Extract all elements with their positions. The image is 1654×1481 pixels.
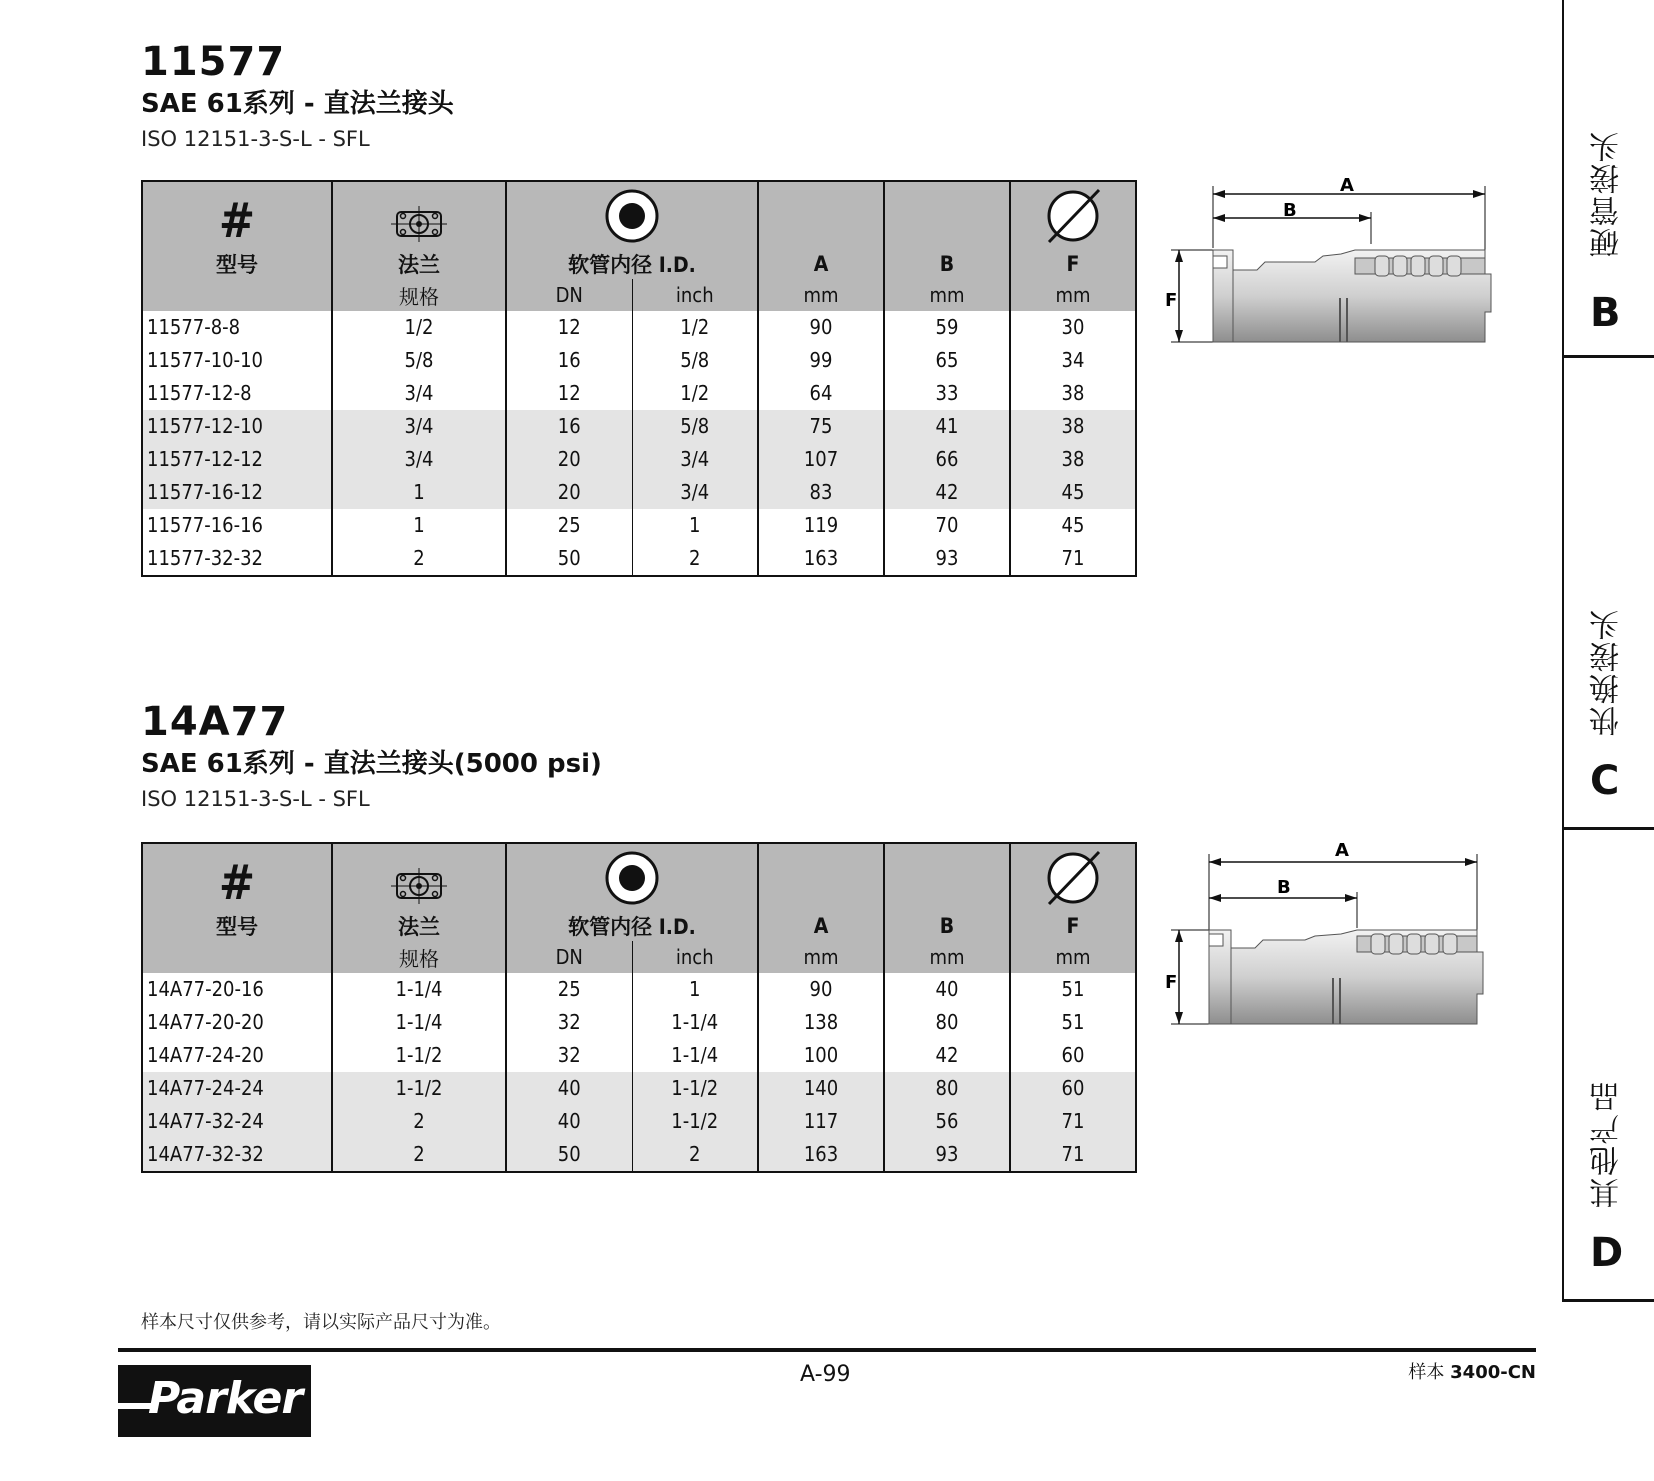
a-dimension-cell: 64 <box>758 377 884 410</box>
part-number-cell: 11577-8-8 <box>147 315 241 339</box>
part-number-cell: 14A77-24-24 <box>142 1072 332 1105</box>
side-tab-other-products[interactable]: 其他产品 D <box>1562 830 1654 1302</box>
dn-header: DN <box>506 279 632 311</box>
b-dimension-cell: 80 <box>884 1072 1010 1105</box>
side-tab-rigid-fittings[interactable]: 硬管接头 B <box>1562 0 1654 358</box>
a-dimension-cell: 107 <box>758 443 884 476</box>
flange-size-cell: 1-1/2 <box>332 1072 506 1105</box>
part-number-cell: 14A77-24-20 <box>147 1043 264 1067</box>
flange-size-cell: 3/4 <box>332 443 506 476</box>
b-dimension-cell: 93 <box>884 542 1010 576</box>
flange-size-cell: 3/4 <box>332 377 506 410</box>
part-number-cell: 11577-12-12 <box>142 443 332 476</box>
b-dimension-cell: 65 <box>884 344 1010 377</box>
f-dimension-cell: 45 <box>1010 509 1136 542</box>
part-number-cell: 14A77-20-20 <box>147 1010 264 1034</box>
dn-cell: 20 <box>506 476 632 509</box>
a-dimension-cell: 163 <box>758 1138 884 1172</box>
flange-size-cell: 1/2 <box>332 311 506 344</box>
hose-id-header: 软管内径 I.D. <box>506 249 758 279</box>
b-dimension-cell: 66 <box>884 443 1010 476</box>
flange-size-cell: 1-1/4 <box>332 1006 506 1039</box>
page-number: A-99 <box>800 1362 851 1387</box>
b-dimension-cell: 33 <box>884 377 1010 410</box>
table-row <box>142 443 1136 476</box>
f-dimension-cell: 38 <box>1010 443 1136 476</box>
dn-cell: 12 <box>506 377 632 410</box>
b-header: B <box>884 249 1010 279</box>
table-row <box>142 1039 1136 1072</box>
inch-cell: 1/2 <box>632 311 758 344</box>
inch-cell: 5/8 <box>632 410 758 443</box>
dimension-f-label: F <box>1165 972 1178 993</box>
dimension-a-label: A <box>1340 178 1354 196</box>
inch-cell: 5/8 <box>632 344 758 377</box>
part-number-cell: 11577-16-12 <box>142 476 332 509</box>
a-header: A <box>758 249 884 279</box>
b-unit: mm <box>884 941 1010 973</box>
footer-divider <box>118 1348 1536 1352</box>
inch-cell: 1-1/2 <box>632 1105 758 1138</box>
catalog-number: 样本 3400-CN <box>1408 1362 1536 1383</box>
dn-cell: 25 <box>506 509 632 542</box>
iso-standard: ISO 12151-3-S-L - SFL <box>141 787 370 811</box>
product-subtitle: SAE 61系列 - 直法兰接头 <box>141 89 454 119</box>
inch-cell: 3/4 <box>632 443 758 476</box>
flange-size-cell: 1-1/4 <box>332 973 506 1006</box>
part-number-cell: 11577-12-8 <box>147 381 252 405</box>
reference-note: 样本尺寸仅供参考，请以实际产品尺寸为准。 <box>141 1312 501 1333</box>
flange-size-cell: 1 <box>332 476 506 509</box>
part-number-cell: 14A77-20-16 <box>147 977 264 1001</box>
f-dimension-cell: 34 <box>1010 344 1136 377</box>
part-number-cell: 11577-32-32 <box>147 546 263 570</box>
fitting-diagram-14A77 <box>1165 838 1525 1028</box>
iso-standard: ISO 12151-3-S-L - SFL <box>141 127 370 151</box>
b-dimension-cell: 59 <box>884 311 1010 344</box>
inch-cell: 1-1/2 <box>632 1072 758 1105</box>
f-dimension-cell: 51 <box>1010 1006 1136 1039</box>
a-dimension-cell: 119 <box>758 509 884 542</box>
hash-icon: # <box>142 181 332 249</box>
inch-cell: 1 <box>632 509 758 542</box>
a-header: A <box>758 911 884 941</box>
parker-logo: Parker <box>118 1365 311 1437</box>
f-dimension-cell: 60 <box>1010 1039 1136 1072</box>
fitting-diagram-11577 <box>1165 178 1525 348</box>
a-dimension-cell: 138 <box>758 1006 884 1039</box>
dimension-b-label: B <box>1283 200 1297 221</box>
table-row <box>142 344 1136 377</box>
product-code: 11577 <box>141 39 286 85</box>
a-dimension-cell: 117 <box>758 1105 884 1138</box>
inch-header: inch <box>632 941 758 973</box>
table-row <box>142 1072 1136 1105</box>
table-row <box>142 1138 1136 1172</box>
f-header: F <box>1010 249 1136 279</box>
table-row <box>142 410 1136 443</box>
flange-size-cell: 3/4 <box>332 410 506 443</box>
f-dimension-cell: 38 <box>1010 410 1136 443</box>
dn-cell: 16 <box>506 344 632 377</box>
dn-cell: 50 <box>506 542 632 576</box>
tab-letter: D <box>1590 1230 1624 1276</box>
dimension-b-label: B <box>1277 877 1291 898</box>
flange-header: 法兰 <box>332 249 506 279</box>
table-row <box>142 311 1136 344</box>
a-dimension-cell: 90 <box>758 973 884 1006</box>
flange-size-cell: 2 <box>332 1138 506 1172</box>
part-number-cell: 11577-12-10 <box>142 410 332 443</box>
product-subtitle: SAE 61系列 - 直法兰接头(5000 psi) <box>141 749 602 779</box>
dn-cell: 32 <box>506 1006 632 1039</box>
table-row <box>142 542 1136 576</box>
flange-size-cell: 1 <box>332 509 506 542</box>
f-dimension-cell: 71 <box>1010 1105 1136 1138</box>
a-dimension-cell: 163 <box>758 542 884 576</box>
flange-icon <box>332 181 506 249</box>
b-dimension-cell: 93 <box>884 1138 1010 1172</box>
part-number-cell: 11577-10-10 <box>147 348 263 372</box>
a-dimension-cell: 90 <box>758 311 884 344</box>
part-number-cell: 14A77-32-24 <box>142 1105 332 1138</box>
f-unit: mm <box>1010 279 1136 311</box>
dn-cell: 40 <box>506 1072 632 1105</box>
a-unit: mm <box>758 279 884 311</box>
part-number-cell: 11577-16-16 <box>147 513 263 537</box>
b-dimension-cell: 41 <box>884 410 1010 443</box>
part-number-cell: 14A77-32-32 <box>142 1138 332 1172</box>
section-14A77 <box>141 700 602 814</box>
table-row <box>142 1006 1136 1039</box>
spec-table-14A77 <box>141 842 1137 1173</box>
flange-size-cell: 5/8 <box>332 344 506 377</box>
table-row <box>142 1105 1136 1138</box>
b-dimension-cell: 70 <box>884 509 1010 542</box>
part-number-header: 型号 <box>142 911 332 941</box>
flange-size-cell: 2 <box>332 1105 506 1138</box>
b-dimension-cell: 56 <box>884 1105 1010 1138</box>
hose-id-icon <box>506 843 758 911</box>
product-code: 14A77 <box>141 699 289 745</box>
a-dimension-cell: 83 <box>758 476 884 509</box>
a-dimension-cell: 75 <box>758 410 884 443</box>
f-dimension-cell: 51 <box>1010 973 1136 1006</box>
flange-size-cell: 2 <box>332 542 506 576</box>
a-dimension-cell: 100 <box>758 1039 884 1072</box>
inch-cell: 2 <box>632 542 758 576</box>
table-row <box>142 377 1136 410</box>
hose-id-icon <box>506 181 758 249</box>
table-row <box>142 509 1136 542</box>
inch-cell: 1-1/4 <box>632 1039 758 1072</box>
dn-cell: 40 <box>506 1105 632 1138</box>
diameter-icon <box>1010 843 1136 911</box>
f-dimension-cell: 60 <box>1010 1072 1136 1105</box>
inch-cell: 3/4 <box>632 476 758 509</box>
f-dimension-cell: 71 <box>1010 542 1136 576</box>
flange-size-header: 规格 <box>332 941 506 973</box>
tab-letter: C <box>1590 758 1620 804</box>
hose-id-header: 软管内径 I.D. <box>506 911 758 941</box>
inch-header: inch <box>632 279 758 311</box>
spec-table-11577 <box>141 180 1137 577</box>
table-row <box>142 973 1136 1006</box>
f-header: F <box>1010 911 1136 941</box>
dn-cell: 50 <box>506 1138 632 1172</box>
dn-cell: 20 <box>506 443 632 476</box>
f-dimension-cell: 38 <box>1010 377 1136 410</box>
a-unit: mm <box>758 941 884 973</box>
diameter-icon <box>1010 181 1136 249</box>
part-number-header: 型号 <box>142 249 332 279</box>
b-dimension-cell: 42 <box>884 1039 1010 1072</box>
f-dimension-cell: 71 <box>1010 1138 1136 1172</box>
inch-cell: 2 <box>632 1138 758 1172</box>
inch-cell: 1 <box>632 973 758 1006</box>
b-dimension-cell: 42 <box>884 476 1010 509</box>
section-11577 <box>141 40 454 154</box>
f-unit: mm <box>1010 941 1136 973</box>
inch-cell: 1-1/4 <box>632 1006 758 1039</box>
b-unit: mm <box>884 279 1010 311</box>
b-dimension-cell: 40 <box>884 973 1010 1006</box>
f-dimension-cell: 45 <box>1010 476 1136 509</box>
flange-icon <box>332 843 506 911</box>
inch-cell: 1/2 <box>632 377 758 410</box>
flange-size-header: 规格 <box>332 279 506 311</box>
f-dimension-cell: 30 <box>1010 311 1136 344</box>
b-dimension-cell: 80 <box>884 1006 1010 1039</box>
dn-cell: 12 <box>506 311 632 344</box>
a-dimension-cell: 140 <box>758 1072 884 1105</box>
a-dimension-cell: 99 <box>758 344 884 377</box>
hash-icon: # <box>142 843 332 911</box>
tab-letter: B <box>1590 290 1621 336</box>
flange-size-cell: 1-1/2 <box>332 1039 506 1072</box>
dn-header: DN <box>506 941 632 973</box>
b-header: B <box>884 911 1010 941</box>
side-tab-quick-couplings[interactable]: 快换接头 C <box>1562 358 1654 830</box>
flange-header: 法兰 <box>332 911 506 941</box>
dn-cell: 32 <box>506 1039 632 1072</box>
dn-cell: 25 <box>506 973 632 1006</box>
dn-cell: 16 <box>506 410 632 443</box>
dimension-a-label: A <box>1335 840 1349 861</box>
table-row <box>142 476 1136 509</box>
dimension-f-label: F <box>1165 290 1178 311</box>
